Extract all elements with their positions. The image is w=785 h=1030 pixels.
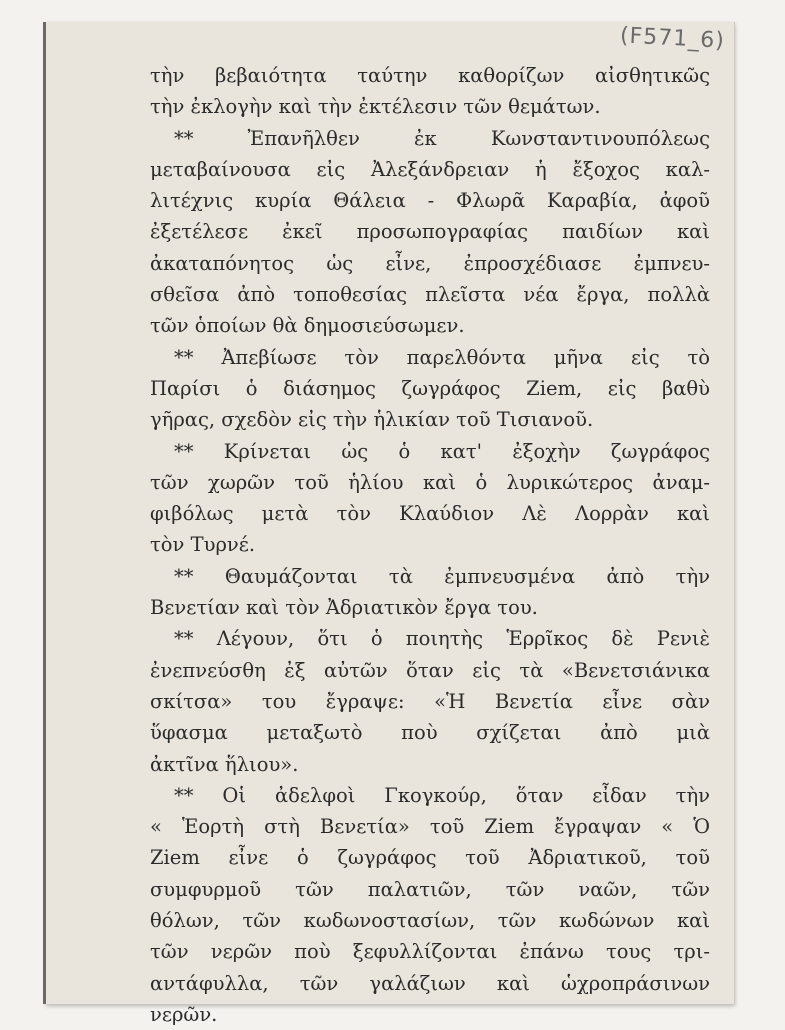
text-line: ἐξετέλεσε ἐκεῖ προσωπογραφίας παιδίων καὶ [150, 220, 710, 244]
text-line: ** Θαυμάζονται τὰ ἐμπνευσμένα ἀπὸ τὴν [174, 564, 710, 588]
text-line: λιτέχνις κυρία Θάλεια - Φλωρᾶ Καραβία, ἀφοῦ [150, 189, 710, 213]
text-line: τὴν βεβαιότητα ταύτην καθορίζων αἰσθητικῶς [150, 64, 710, 87]
text-line: ὕφασμα μεταξωτὸ ποὺ σχίζεται ἀπὸ μιὰ [150, 721, 710, 745]
text-line: θόλων, τῶν κωδωνοστασίων, τῶν κωδώνων καὶ [150, 909, 710, 933]
text-line: ** Κρίνεται ὡς ὁ κατ' ἐξοχὴν ζωγράφος [174, 439, 710, 463]
text-line: τῶν χωρῶν τοῦ ἡλίου καὶ ὁ λυρικώτερος ἀναμ- [150, 470, 710, 494]
article-text [150, 60, 710, 1030]
text-line: φιβόλως μετὰ τὸν Κλαύδιον Λὲ Λορρὰν καὶ [150, 502, 710, 526]
text-line: μεταβαίνουσα εἰς Ἀλεξάνδρειαν ἡ ἔξοχος καλ- [150, 157, 710, 181]
text-line: σθεῖσα ἀπὸ τοποθεσίας πλεῖστα νέα ἔργα, πολλὰ [150, 283, 710, 307]
text-line: τὸν Τυρνέ. [150, 533, 256, 557]
text-line: Ziem εἶνε ὁ ζωγράφος τοῦ Ἀδριατικοῦ, τοῦ [150, 846, 710, 870]
text-line: τῶν ὁποίων θὰ δημοσιεύσωμεν. [150, 314, 465, 338]
text-line: συμφυρμοῦ τῶν παλατιῶν, τῶν ναῶν, τῶν [150, 877, 710, 901]
text-line: ἀκαταπόνητος ὡς εἶνε, ἐπροσχέδιασε ἐμπνευ- [150, 251, 710, 275]
text-line: ** Λέγουν, ὅτι ὁ ποιητὴς Ἑρρῖκος δὲ Ρενιὲ [174, 627, 710, 651]
text-line: Βενετίαν καὶ τὸν Ἀδριατικὸν ἔργα του. [150, 596, 538, 620]
text-line: ** Ἐπανῆλθεν ἐκ Κωνσταντινουπόλεως [174, 126, 710, 150]
text-line: σκίτσα» του ἔγραψε: «Ἡ Βενετία εἶνε σὰν [150, 689, 710, 713]
text-line: ἀκτῖνα ἥλιου». [150, 752, 299, 776]
text-line: τὴν ἐκλογὴν καὶ τὴν ἐκτέλεσιν τῶν θεμάτων. [150, 95, 601, 119]
handwritten-reference-note: (F571_6) [619, 23, 726, 54]
text-line: ἐνεπνεύσθη ἐξ αὐτῶν ὅταν εἰς τὰ «Βενετσιάνικα [150, 658, 710, 682]
text-line: τῶν νερῶν ποὺ ξεφυλλίζονται ἐπάνω τους τρι- [150, 940, 710, 964]
text-line: « Ἑορτὴ στὴ Βενετία» τοῦ Ziem ἔγραψαν « Ὁ [150, 815, 710, 839]
text-line: ** Ἀπεβίωσε τὸν παρελθόντα μῆνα εἰς τὸ [174, 345, 710, 369]
text-line: γῆρας, σχεδὸν εἰς τὴν ἡλικίαν τοῦ Τισιανοῦ. [150, 408, 594, 432]
text-line: Παρίσι ὁ διάσημος ζωγράφος Ziem, εἰς βαθὺ [150, 376, 710, 400]
text-line: αντάφυλλα, τῶν γαλάζιων καὶ ὡχροπράσινων [150, 971, 710, 995]
text-line: νερῶν. [150, 1002, 218, 1026]
text-line: ** Οἱ ἀδελφοὶ Γκογκούρ, ὅταν εἶδαν τὴν [174, 783, 710, 807]
